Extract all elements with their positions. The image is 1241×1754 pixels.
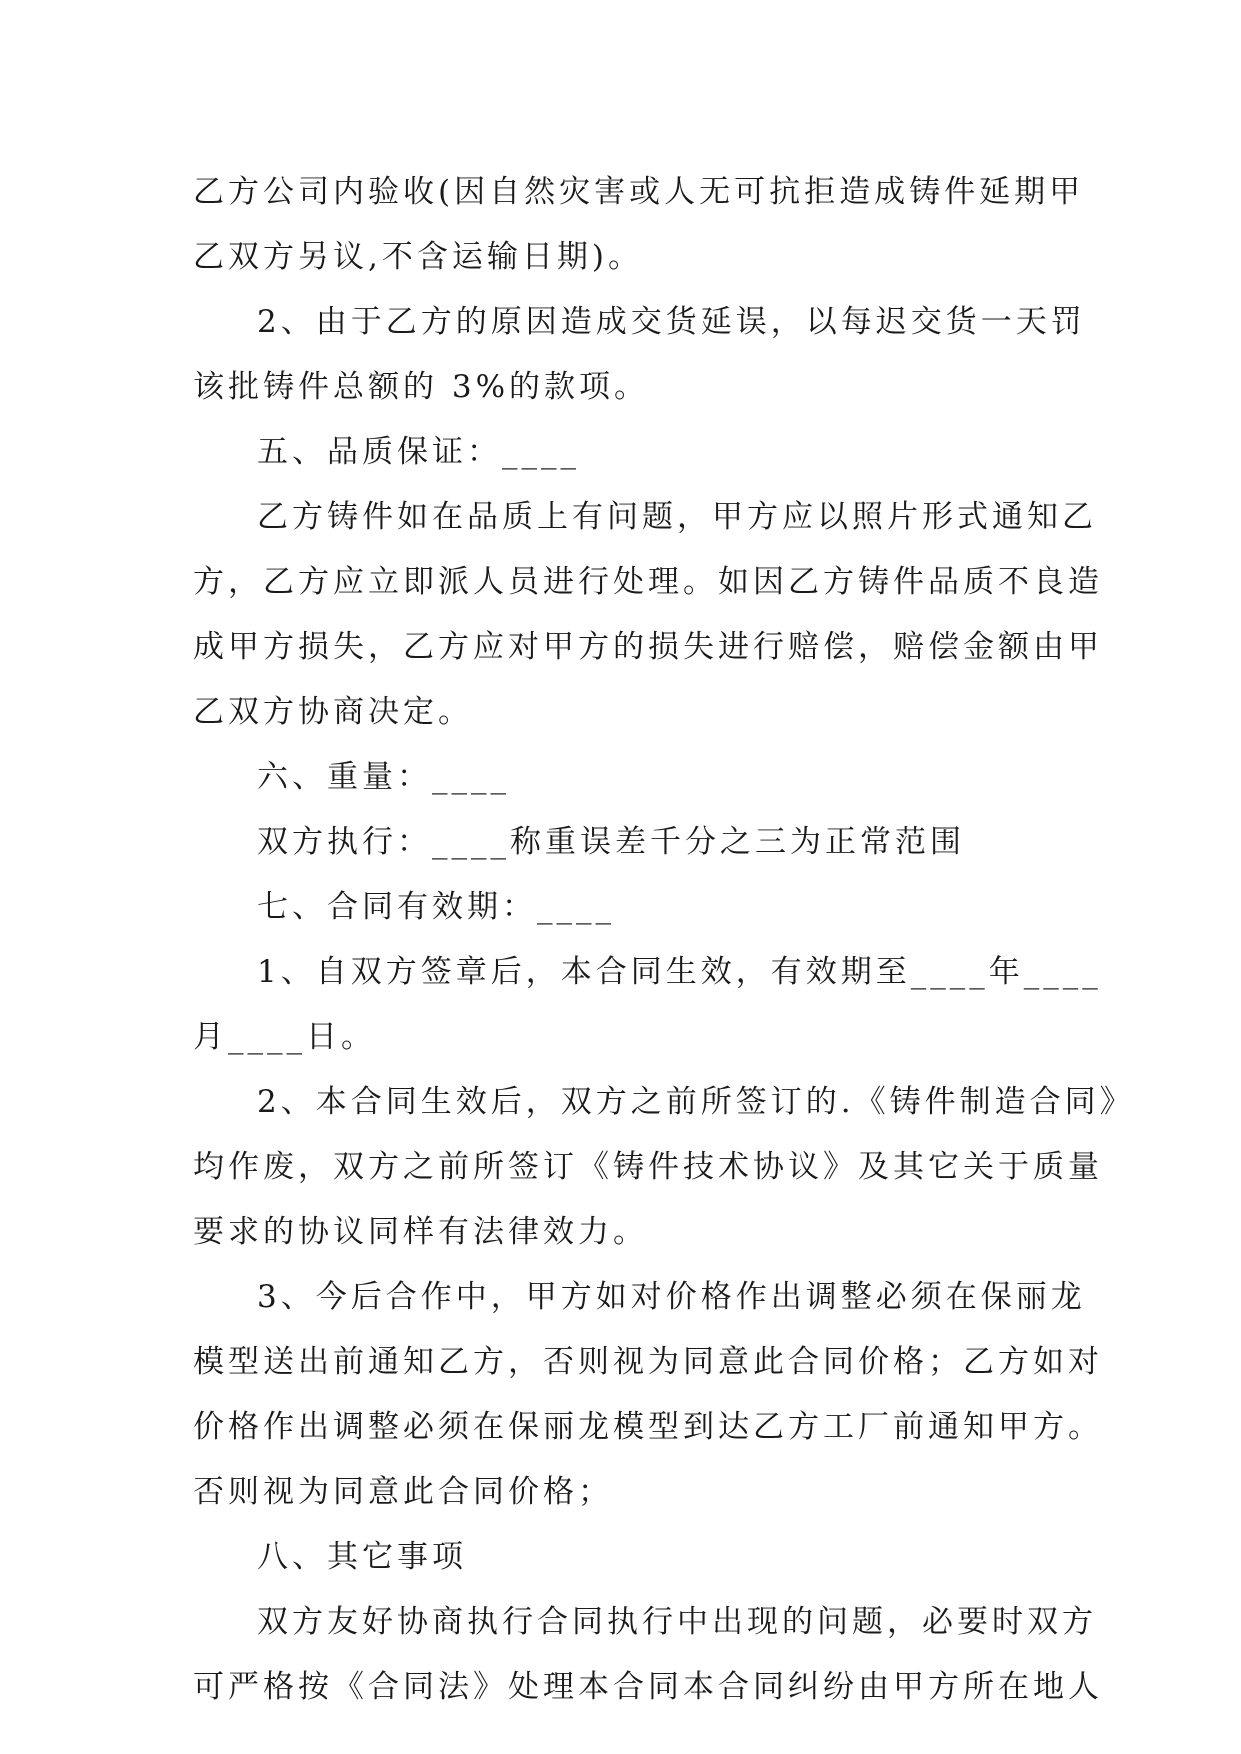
text-line-21: 否则视为同意此合同价格；: [193, 1474, 613, 1510]
text-line-14: 月____日。: [193, 1019, 376, 1055]
text-line-24: 可严格按《合同法》处理本合同本合同纠纷由甲方所在地人: [193, 1669, 1103, 1705]
text-line-2: 乙双方另议,不含运输日期)。: [193, 239, 643, 275]
section-heading-weight: 六、重量：____: [257, 759, 510, 795]
document-body: [193, 160, 1135, 1720]
section-heading-quality: 五、品质保证：____: [257, 434, 580, 470]
text-line-18: 3、今后合作中，甲方如对价格作出调整必须在保丽龙: [257, 1279, 1086, 1315]
text-line-6: 乙方铸件如在品质上有问题，甲方应以照片形式通知乙: [257, 499, 1097, 535]
text-line-4: 该批铸件总额的 3%的款项。: [193, 369, 650, 405]
text-line-15: 2、本合同生效后，双方之前所签订的.《铸件制造合同》: [257, 1084, 1135, 1120]
text-line-23: 双方友好协商执行合同执行中出现的问题，必要时双方: [257, 1604, 1097, 1640]
section-heading-validity: 七、合同有效期：____: [257, 889, 615, 925]
text-line-9: 乙双方协商决定。: [193, 694, 473, 730]
text-line-3: 2、由于乙方的原因造成交货延误，以每迟交货一天罚: [257, 304, 1086, 340]
text-line-16: 均作废，双方之前所签订《铸件技术协议》及其它关于质量: [193, 1149, 1103, 1185]
text-line-17: 要求的协议同样有法律效力。: [193, 1214, 648, 1250]
text-line-19: 模型送出前通知乙方，否则视为同意此合同价格；乙方如对: [193, 1344, 1103, 1380]
text-line-20: 价格作出调整必须在保丽龙模型到达乙方工厂前通知甲方。: [193, 1409, 1103, 1445]
text-line-1: 乙方公司内验收(因自然灾害或人无可抗拒造成铸件延期甲: [193, 174, 1085, 210]
section-heading-other: 八、其它事项: [257, 1539, 467, 1575]
text-line-13: 1、自双方签章后，本合同生效，有效期至____年____: [257, 954, 1102, 990]
text-line-11: 双方执行：____称重误差千分之三为正常范围: [257, 824, 965, 860]
text-line-8: 成甲方损失，乙方应对甲方的损失进行赔偿，赔偿金额由甲: [193, 629, 1103, 665]
text-line-7: 方，乙方应立即派人员进行处理。如因乙方铸件品质不良造: [193, 564, 1103, 600]
